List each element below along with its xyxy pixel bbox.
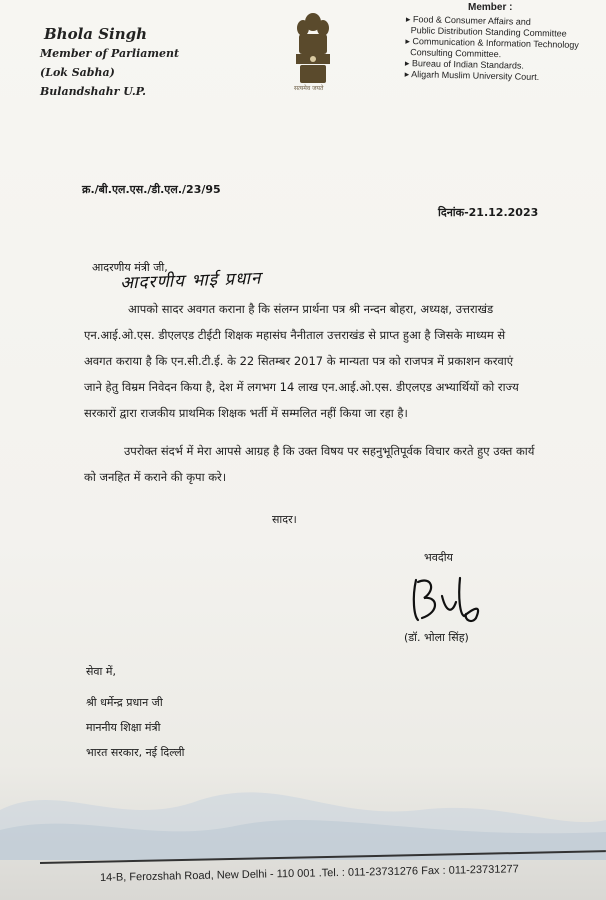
body-line: जाने हेतु विम्रम निवेदन किया है, देश में लगभग 14 लाख एन.आई.ओ.एस. डीएलएड अभ्यार्थियों को राज्य (84, 380, 519, 394)
recipient-line: माननीय शिक्षा मंत्री (86, 721, 161, 734)
committee-line: Public Distribution Standing Committee (410, 25, 567, 39)
body-line: को जनहित में कराने की कृपा करे। (84, 470, 227, 484)
decorative-wave (0, 770, 606, 860)
footer-address: 14-B, Ferozshah Road, New Delhi - 110 001 .Tel. : 011-23731276 Fax : 011-23731277 (99, 863, 519, 884)
mp-house: (Lok Sabha) (40, 66, 115, 79)
body-line: एन.आई.ओ.एस. डीएलएड टीईटी शिक्षक महासंघ नैनीताल उत्तराखंड से प्राप्त हुआ है जिसके माध्यम से (84, 328, 506, 342)
body-line: आपको सादर अवगत कराना है कि संलग्न प्रार्थना पत्र श्री नन्दन बोहरा, अध्यक्ष, उत्तराखंड (128, 302, 494, 316)
committee-line: ▸ Bureau of Indian Standards. (404, 57, 525, 71)
body-line: उपरोक्त संदर्भ में मेरा आपसे आग्रह है कि उक्त विषय पर सहनुभूतिपूर्वक विचार करते हुए उक्त कार्य (124, 444, 535, 458)
body-line: सरकारों द्वारा राजकीय प्राथमिक शिक्षक भर्ती में सम्मलित नहीं किया जा रहा है। (84, 406, 408, 420)
reference-number: क्र./बी.एल.एस./डी.एल./23/95 (82, 183, 221, 196)
letter-date: दिनांक-21.12.2023 (438, 206, 539, 219)
mp-title: Member of Parliament (40, 47, 180, 60)
committee-line: ▸ Aligarh Muslim University Court. (404, 68, 540, 83)
salutation: आदरणीय मंत्री जी, (92, 261, 168, 274)
mp-constituency: Bulandshahr U.P. (40, 85, 146, 98)
valediction: भवदीय (424, 551, 453, 564)
committee-line: Consulting Committee. (410, 47, 502, 60)
body-line: अवगत कराया है कि एन.सी.टी.ई. के 22 सितम्बर 2017 के मान्यता पत्र को राजपत्र में प्रकाशन करवाएं (84, 354, 514, 368)
mp-name: Bhola Singh (44, 25, 148, 43)
closing: सादर। (272, 513, 297, 526)
recipient-line: भारत सरकार, नई दिल्ली (86, 746, 185, 759)
member-heading: Member : (468, 2, 513, 13)
emblem-caption: सत्यमेव जयते (294, 85, 324, 92)
recipient-line: श्री धर्मेन्द्र प्रधान जी (86, 696, 163, 709)
body-paragraph-1 (84, 296, 519, 426)
committee-item (405, 14, 580, 84)
recipient-block (86, 690, 185, 765)
committee-line: ▸ Communication & Information Technology (405, 35, 579, 50)
recipient-heading: सेवा में, (86, 665, 116, 678)
body-paragraph-2 (84, 438, 534, 490)
committee-line: ▸ Food & Consumer Affairs and (405, 14, 531, 27)
handwritten-note: आदरणीय भाई प्रधान (119, 268, 262, 294)
signer-name: (डॉ. भोला सिंह) (404, 631, 469, 644)
signature-icon (402, 568, 498, 630)
